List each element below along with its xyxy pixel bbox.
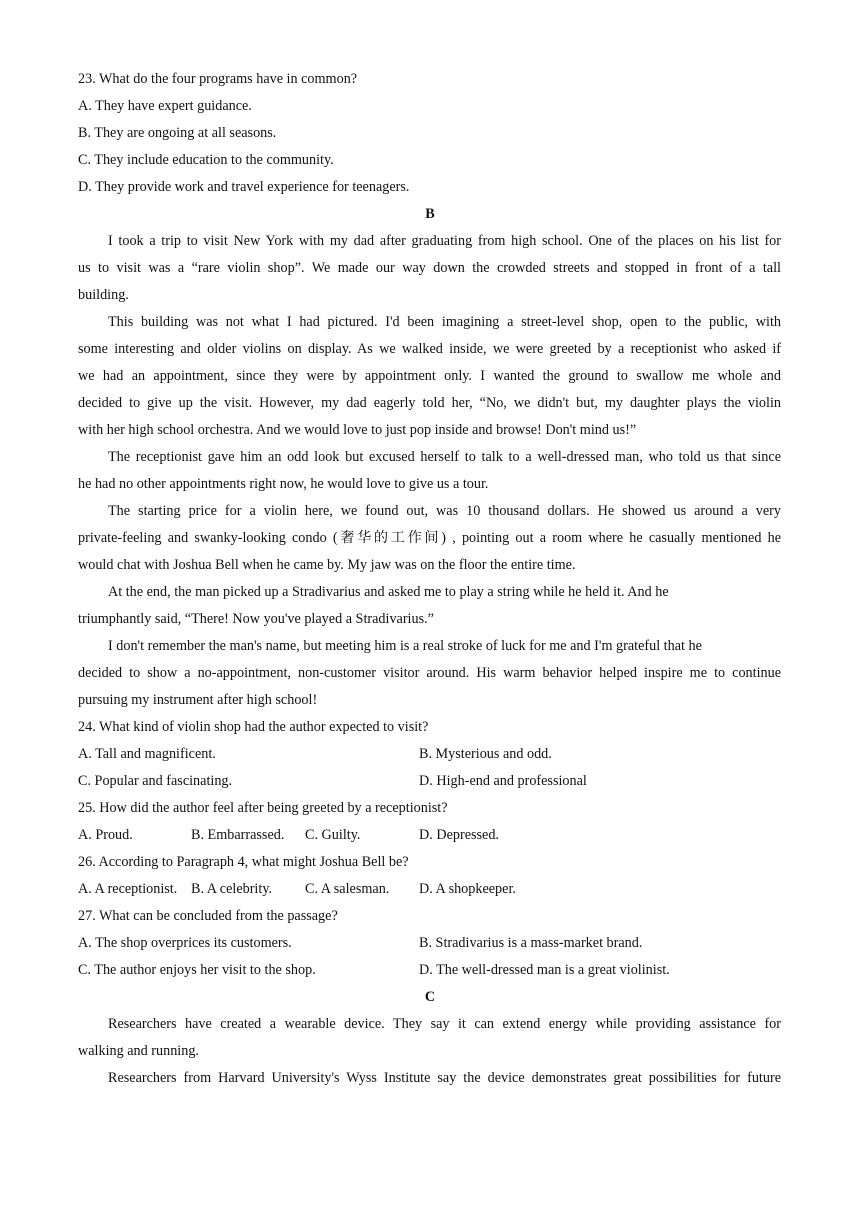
passage-c-line: Researchers have created a wearable device. They say it can extend energy while providing assistance for xyxy=(108,1016,781,1032)
q27-option-b: B. Stradivarius is a mass-market brand. xyxy=(419,935,643,951)
q27-option-d: D. The well-dressed man is a great violinist. xyxy=(419,962,670,978)
q26-option-c: C. A salesman. xyxy=(305,881,390,897)
q24-option-b: B. Mysterious and odd. xyxy=(419,746,552,762)
q27-option-a: A. The shop overprices its customers. xyxy=(78,935,292,951)
q23-option-c: C. They include education to the community. xyxy=(78,152,334,168)
passage-b-line: building. xyxy=(78,287,129,303)
passage-b-line: would chat with Joshua Bell when he came by. My jaw was on the floor the entire time. xyxy=(78,557,576,573)
passage-b-line: I don't remember the man's name, but meeting him is a real stroke of luck for me and I'm grateful that he xyxy=(108,638,702,654)
q27-stem: 27. What can be concluded from the passage? xyxy=(78,908,338,924)
q23-option-d: D. They provide work and travel experience for teenagers. xyxy=(78,179,410,195)
passage-c-heading: C xyxy=(424,989,436,1005)
q23-option-a: A. They have expert guidance. xyxy=(78,98,252,114)
passage-b-line: decided to show a no-appointment, non-customer visitor around. His warm behavior helped inspire me to continue xyxy=(78,665,781,681)
passage-b-line: with her high school orchestra. And we would love to just pop inside and browse! Don't mind us!” xyxy=(78,422,637,438)
passage-b-line: At the end, the man picked up a Stradivarius and asked me to play a string while he held it. And he xyxy=(108,584,669,600)
passage-b-line: decided to give up the visit. However, my dad eagerly told her, “No, we didn't but, my daughter plays the violin xyxy=(78,395,781,411)
passage-b-line: private-feeling and swanky-looking condo (奢华的工作间) , pointing out a room where he casually mentioned he xyxy=(78,530,781,546)
q25-option-a: A. Proud. xyxy=(78,827,133,843)
passage-b-line: he had no other appointments right now, he would love to give us a tour. xyxy=(78,476,489,492)
q25-stem: 25. How did the author feel after being greeted by a receptionist? xyxy=(78,800,448,816)
q25-option-d: D. Depressed. xyxy=(419,827,499,843)
q23-option-b: B. They are ongoing at all seasons. xyxy=(78,125,277,141)
passage-b-line: we had an appointment, since they were by appointment only. I wanted the ground to swallow me whole and xyxy=(78,368,781,384)
q24-option-c: C. Popular and fascinating. xyxy=(78,773,233,789)
passage-b-line: This building was not what I had pictured. I'd been imagining a street-level shop, open to the public, with xyxy=(108,314,781,330)
q26-stem: 26. According to Paragraph 4, what might Joshua Bell be? xyxy=(78,854,409,870)
q24-option-d: D. High-end and professional xyxy=(419,773,587,789)
passage-b-line: The starting price for a violin here, we found out, was 10 thousand dollars. He showed us around a very xyxy=(108,503,781,519)
passage-b-line: pursuing my instrument after high school! xyxy=(78,692,318,708)
passage-b-line: triumphantly said, “There! Now you've played a Stradivarius.” xyxy=(78,611,434,627)
passage-b-line: some interesting and older violins on display. As we walked inside, we were greeted by a receptionist who asked if xyxy=(78,341,781,357)
q27-option-c: C. The author enjoys her visit to the shop. xyxy=(78,962,316,978)
q26-option-b: B. A celebrity. xyxy=(191,881,273,897)
q25-option-b: B. Embarrassed. xyxy=(191,827,285,843)
q24-option-a: A. Tall and magnificent. xyxy=(78,746,216,762)
passage-b-line: I took a trip to visit New York with my dad after graduating from high school. One of the places on his list for xyxy=(108,233,781,249)
q26-option-a: A. A receptionist. xyxy=(78,881,178,897)
passage-b-heading: B xyxy=(425,206,435,222)
passage-b-line: The receptionist gave him an odd look but excused herself to talk to a well-dressed man, who told us that since xyxy=(108,449,781,465)
q25-option-c: C. Guilty. xyxy=(305,827,361,843)
passage-b-line: us to visit was a “rare violin shop”. We made our way down the crowded streets and stopped in front of a tall xyxy=(78,260,781,276)
q26-option-d: D. A shopkeeper. xyxy=(419,881,516,897)
passage-c-line: Researchers from Harvard University's Wyss Institute say the device demonstrates great possibilities for future xyxy=(108,1070,781,1086)
q24-stem: 24. What kind of violin shop had the author expected to visit? xyxy=(78,719,429,735)
passage-c-line: walking and running. xyxy=(78,1043,199,1059)
q23-stem: 23. What do the four programs have in common? xyxy=(78,71,358,87)
